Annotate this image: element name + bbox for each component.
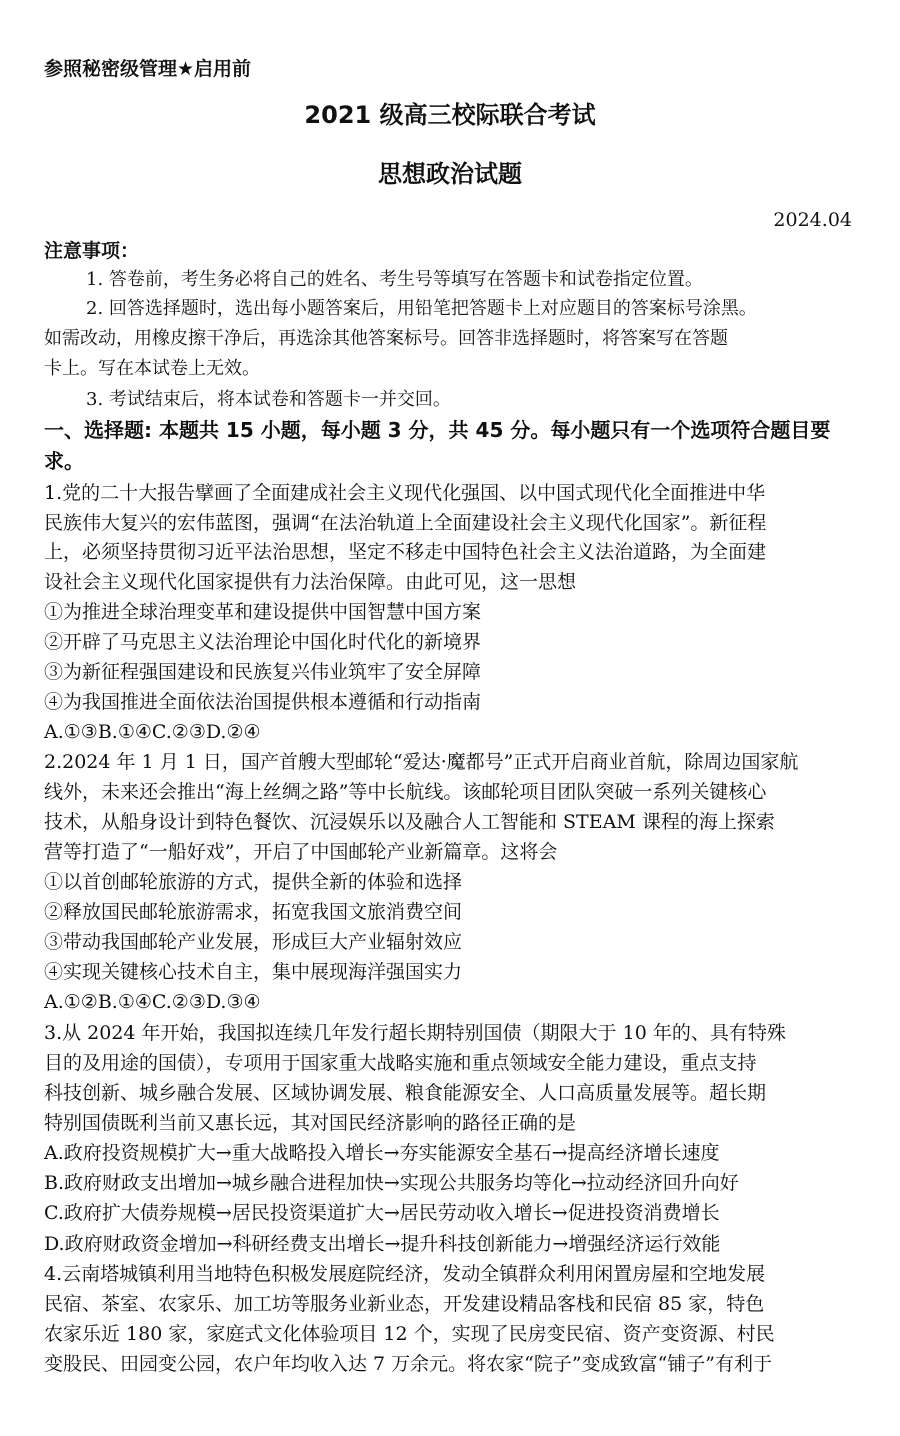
question-2-item: ③带动我国邮轮产业发展，形成巨大产业辐射效应 — [44, 931, 463, 953]
question-3-option-d: D.政府财政资金增加→科研经费支出增长→提升科技创新能力→增强经济运行效能 — [44, 1233, 721, 1255]
question-2-item: ④实现关键核心技术自主，集中展现海洋强国实力 — [44, 961, 463, 983]
question-3-stem: 目的及用途的国债），专项用于国家重大战略实施和重点领域安全能力建设，重点支持 — [44, 1052, 757, 1074]
question-4-stem: 4.云南塔城镇利用当地特色积极发展庭院经济，发动全镇群众利用闲置房屋和空地发展 — [44, 1263, 766, 1285]
question-1-stem: 上，必须坚持贯彻习近平法治思想，坚定不移走中国特色社会主义法治道路，为全面建 — [44, 541, 767, 563]
question-1-stem: 设社会主义现代化国家提供有力法治保障。由此可见，这一思想 — [44, 571, 577, 593]
question-2-stem: 技术，从船身设计到特色餐饮、沉浸娱乐以及融合人工智能和 STEAM 课程的海上探索 — [44, 811, 775, 833]
question-1-stem: 民族伟大复兴的宏伟蓝图，强调“在法治轨道上全面建设社会主义现代化国家”。新征程 — [44, 512, 767, 534]
question-3-option-a: A.政府投资规模扩大→重大战略投入增长→夯实能源安全基石→提高经济增长速度 — [44, 1142, 720, 1164]
question-3-option-b: B.政府财政支出增加→城乡融合进程加快→实现公共服务均等化→拉动经济回升向好 — [44, 1172, 739, 1194]
question-1-item: ②开辟了马克思主义法治理论中国化时代化的新境界 — [44, 631, 482, 653]
notice-line: 2. 回答选择题时，选出每小题答案后，用铅笔把答题卡上对应题目的答案标号涂黑。 — [86, 298, 757, 319]
question-1-item: ④为我国推进全面依法治国提供根本遵循和行动指南 — [44, 691, 482, 713]
question-3-stem: 特别国债既利当前又惠长远，其对国民经济影响的路径正确的是 — [44, 1112, 577, 1134]
question-4-stem: 民宿、茶室、农家乐、加工坊等服务业新业态，开发建设精品客栈和民宿 85 家，特色 — [44, 1293, 765, 1315]
notice-heading: 注意事项： — [44, 240, 140, 262]
question-4-stem: 变股民、田园变公园，农户年均收入达 7 万余元。将农家“院子”变成致富“铺子”有利于 — [44, 1353, 773, 1375]
question-2-stem: 营等打造了“一船好戏”，开启了中国邮轮产业新篇章。这将会 — [44, 841, 558, 863]
question-2-stem: 2.2024 年 1 月 1 日，国产首艘大型邮轮“爱达·魔都号”正式开启商业首航，除周边国家航 — [44, 751, 799, 773]
question-3-stem: 3.从 2024 年开始，我国拟连续几年发行超长期特别国债（期限大于 10 年的、具有特殊 — [44, 1022, 786, 1044]
question-4-stem: 农家乐近 180 家，家庭式文化体验项目 12 个，实现了民房变民宿、资产变资源、村民 — [44, 1323, 775, 1345]
question-2-options: A.①②B.①④C.②③D.③④ — [44, 991, 261, 1013]
question-1-item: ③为新征程强国建设和民族复兴伟业筑牢了安全屏障 — [44, 661, 482, 683]
section-heading-cont: 求。 — [44, 449, 84, 473]
notice-line: 1. 答卷前，考生务必将自己的姓名、考生号等填写在答题卡和试卷指定位置。 — [86, 269, 703, 290]
notice-line: 3. 考试结束后，将本试卷和答题卡一并交回。 — [86, 389, 451, 410]
question-3-stem: 科技创新、城乡融合发展、区域协调发展、粮食能源安全、人口高质量发展等。超长期 — [44, 1082, 767, 1104]
question-3-option-c: C.政府扩大债券规模→居民投资渠道扩大→居民劳动收入增长→促进投资消费增长 — [44, 1202, 720, 1224]
question-2-item: ①以首创邮轮旅游的方式，提供全新的体验和选择 — [44, 871, 463, 893]
secrecy-label: 参照秘密级管理★启用前 — [44, 58, 252, 80]
subject-title: 思想政治试题 — [378, 160, 522, 188]
question-2-item: ②释放国民邮轮旅游需求，拓宽我国文旅消费空间 — [44, 901, 463, 923]
question-2-stem: 线外，未来还会推出“海上丝绸之路”等中长航线。该邮轮项目团队突破一系列关键核心 — [44, 781, 767, 803]
section-heading: 一、选择题: 本题共 15 小题，每小题 3 分，共 45 分。每小题只有一个选项符合题目要 — [44, 418, 831, 442]
question-1-item: ①为推进全球治理变革和建设提供中国智慧中国方案 — [44, 601, 482, 623]
exam-title: 2021 级高三校际联合考试 — [304, 101, 596, 129]
exam-date: 2024.04 — [773, 209, 852, 231]
question-1-options: A.①③B.①④C.②③D.②④ — [44, 721, 261, 743]
question-1-stem: 1.党的二十大报告擘画了全面建成社会主义现代化强国、以中国式现代化全面推进中华 — [44, 482, 766, 504]
notice-line: 如需改动，用橡皮擦干净后，再选涂其他答案标号。回答非选择题时，将答案写在答题 — [44, 328, 728, 349]
notice-line: 卡上。写在本试卷上无效。 — [44, 358, 260, 379]
